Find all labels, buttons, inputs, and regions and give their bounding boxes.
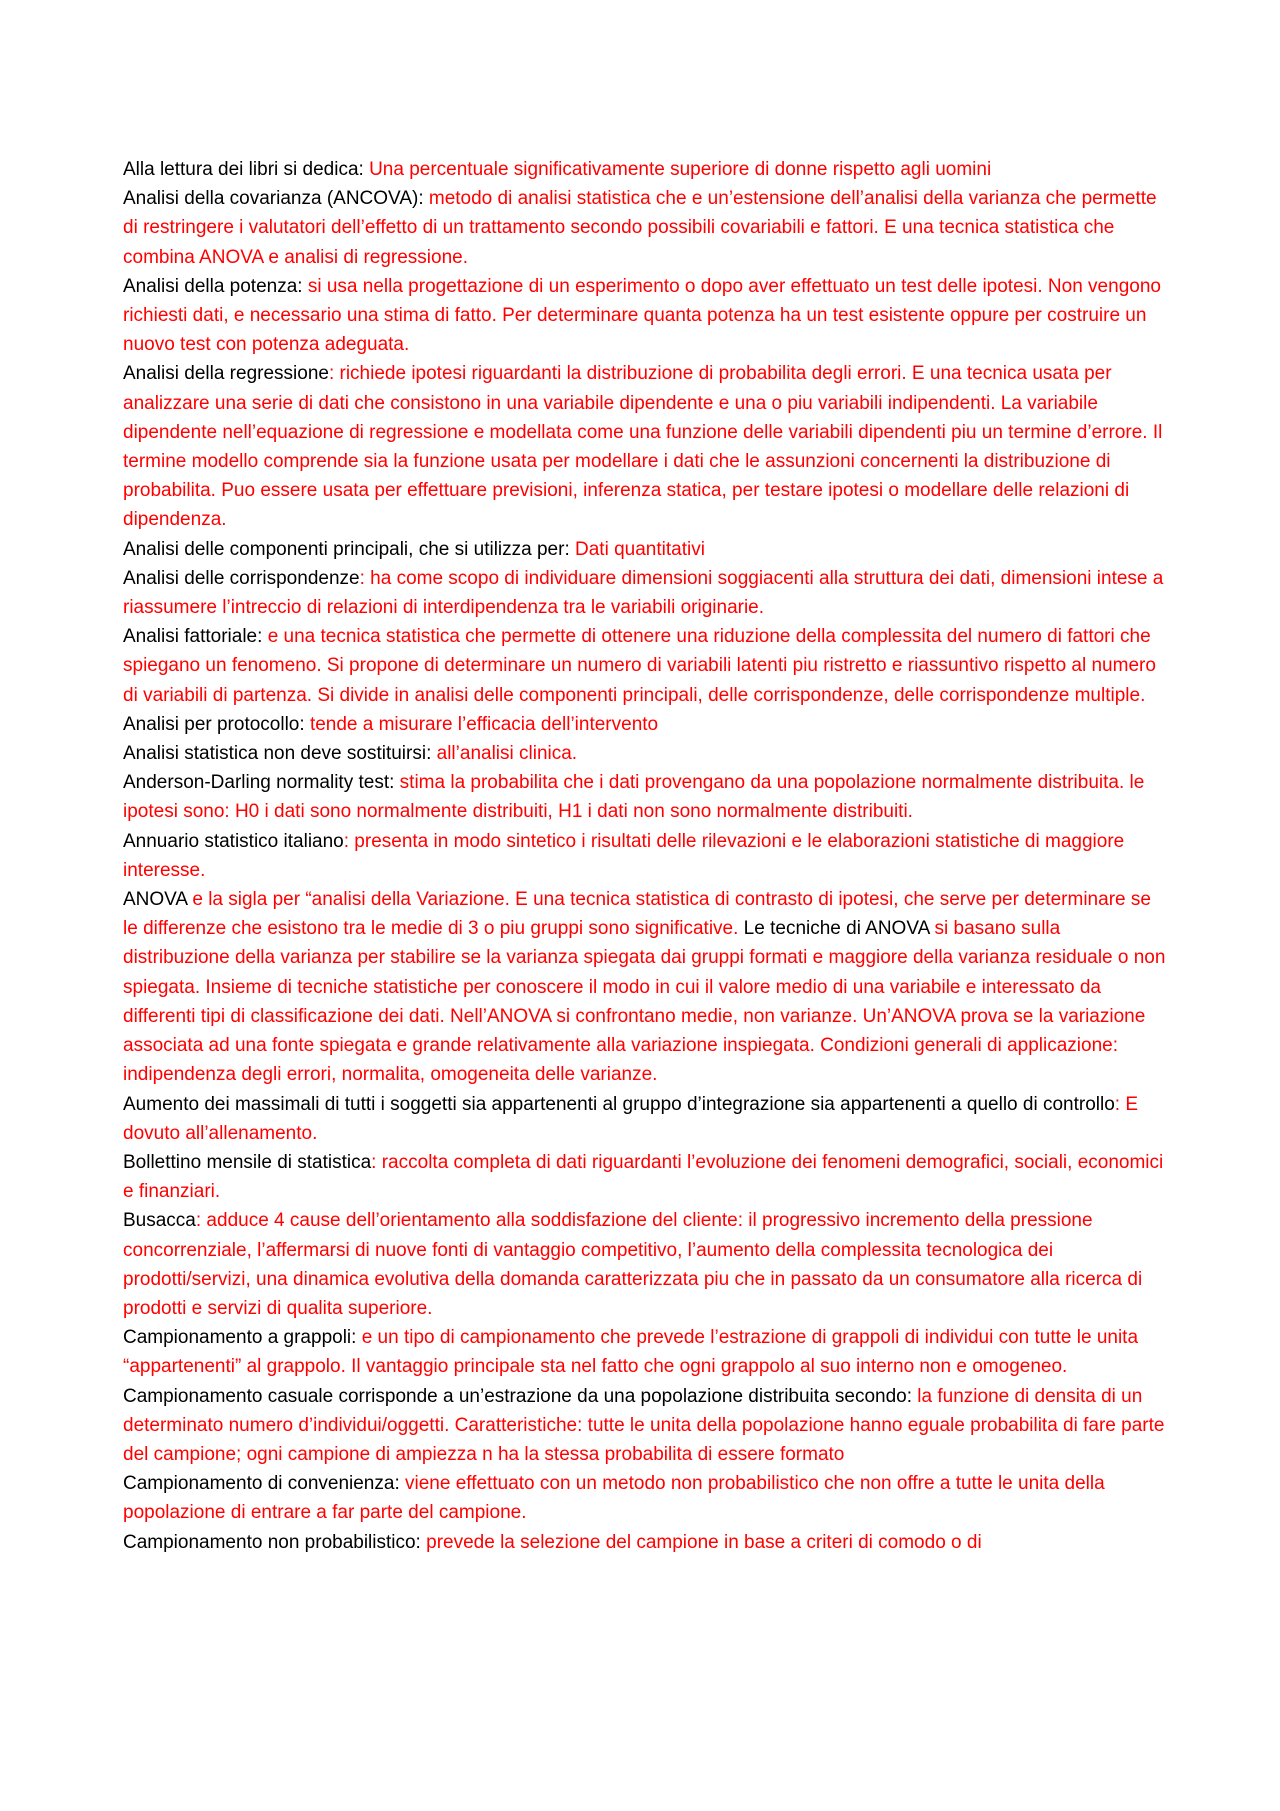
entry-term: Campionamento a grappoli: — [123, 1327, 362, 1349]
entry-definition: : E dovuto all’allenamento. — [123, 1093, 1139, 1144]
glossary-entry — [123, 827, 1168, 885]
entry-term: Analisi della covarianza (ANCOVA): — [123, 188, 429, 210]
entry-definition: e la sigla per “analisi della Variazione. E una tecnica statistica di contrasto di ipotesi, che serve per determinare se le differenze che esistono tra le medie di 3 o piu gruppi sono significative. — [123, 889, 1151, 940]
entry-definition: : presenta in modo sintetico i risultati delle rilevazioni e le elaborazioni statistiche di maggiore interesse. — [123, 830, 1125, 881]
entry-term: Analisi per protocollo: — [123, 713, 310, 735]
document-page — [123, 155, 1168, 1557]
entry-term: Annuario statistico italiano — [123, 830, 344, 852]
entry-term: Campionamento casuale corrisponde a un’estrazione da una popolazione distribuita secondo: — [123, 1385, 918, 1407]
entry-definition: prevede la selezione del campione in base a criteri di comodo o di — [426, 1531, 982, 1553]
glossary-entry — [123, 184, 1168, 272]
entry-definition: Dati quantitativi — [575, 538, 705, 560]
glossary-entry — [123, 739, 1168, 768]
entry-term: ANOVA — [123, 889, 193, 911]
entry-definition: tende a misurare l’efficacia dell’intervento — [309, 713, 659, 735]
entry-definition: metodo di analisi statistica che e un’estensione dell’analisi della varianza che permette di restringere i valutatori dell’effetto di un trattamento secondo possibili covariabili e fattori. E una tecnica statistica che combina ANOVA e analisi di regressione. — [123, 188, 1157, 268]
entry-definition: stima la probabilita che i dati provengano da una popolazione normalmente distribuita. le ipotesi sono: H0 i dati sono normalmente distribuiti, H1 i dati non sono normalmente distribuiti. — [123, 772, 1145, 823]
glossary-entry — [123, 1323, 1168, 1381]
entry-definition: si usa nella progettazione di un esperimento o dopo aver effettuato un test delle ipotesi. Non vengono richiesti dati, e necessario una stima di fatto. Per determinare quanta potenza ha un test esistente oppure per costruire un nuovo test con potenza adeguata. — [123, 275, 1161, 356]
entry-definition: viene effettuato con un metodo non probabilistico che non offre a tutte le unita della popolazione di entrare a far parte del campione. — [123, 1473, 1105, 1524]
glossary-entry — [123, 359, 1168, 534]
entry-term: Analisi della regressione — [123, 363, 329, 385]
glossary-entry — [123, 155, 1168, 184]
entry-definition: e un tipo di campionamento che prevede l’estrazione di grappoli di individui con tutte le unita “appartenenti” al grappolo. Il vantaggio principale sta nel fatto che ogni grappolo al suo interno non e omogeneo. — [123, 1327, 1139, 1378]
entry-term: Analisi statistica non deve sostituirsi: — [123, 743, 437, 765]
entry-term: Anderson-Darling normality test: — [123, 772, 400, 794]
entry-definition: : raccolta completa di dati riguardanti l’evoluzione dei fenomeni demografici, sociali, economici e finanziari. — [123, 1151, 1164, 1203]
entry-definition: all’analisi clinica. — [436, 743, 578, 765]
glossary-entry — [123, 1206, 1168, 1323]
entry-term: Alla lettura dei libri si dedica: — [123, 159, 370, 180]
glossary-entry — [123, 622, 1168, 710]
glossary-entry — [123, 1528, 1168, 1557]
entry-term: Analisi della potenza: — [123, 275, 308, 297]
glossary-entry — [123, 1382, 1168, 1470]
entry-term: Analisi fattoriale: — [123, 626, 268, 648]
entry-definition: : adduce 4 cause dell’orientamento alla soddisfazione del cliente: il progressivo incremento della pressione concorrenziale, l’affermarsi di nuove fonti di vantaggio competitivo, l’aumento della complessita tecnologica dei prodotti/servizi, una dinamica evolutiva della domanda caratterizzata piu che in passato da un consumatore alla ricerca di prodotti e servizi di qualita superiore. — [123, 1210, 1143, 1319]
entry-term: Bollettino mensile di statistica — [123, 1151, 372, 1173]
glossary-entry — [123, 564, 1168, 622]
glossary-entry — [123, 710, 1168, 739]
glossary-entry — [123, 1469, 1168, 1527]
entry-term: Aumento dei massimali di tutti i soggetti sia appartenenti al gruppo d’integrazione sia appartenenti a quello di controllo — [123, 1093, 1115, 1115]
entry-term: Le tecniche di ANOVA — [738, 918, 935, 940]
glossary-entry — [123, 1148, 1168, 1206]
glossary-entry — [123, 535, 1168, 564]
glossary-entry — [123, 1090, 1168, 1148]
entry-term: Campionamento non probabilistico: — [123, 1531, 427, 1553]
entry-term: Campionamento di convenienza: — [123, 1473, 406, 1495]
entry-definition: : ha come scopo di individuare dimensioni soggiacenti alla struttura dei dati, dimensioni intese a riassumere l’intreccio di relazioni di interdipendenza tra le variabili originarie. — [123, 567, 1164, 619]
entry-definition: e una tecnica statistica che permette di ottenere una riduzione della complessita del numero di fattori che spiegano un fenomeno. Si propone di determinare un numero di variabili latenti piu ristretto e riassuntivo rispetto al numero di variabili di partenza. Si divide in analisi delle componenti principali, delle corrispondenze, delle corrispondenze multiple. — [123, 626, 1156, 706]
entry-term: Analisi delle corrispondenze — [123, 567, 360, 589]
entry-definition: : richiede ipotesi riguardanti la distribuzione di probabilita degli errori. E una tecnica usata per analizzare una serie di dati che consistono in una variabile dipendente e una o piu variabili indipendenti. La variabile dipendente nell’equazione di regressione e modellata come una funzione delle variabili dipendenti piu un termine d’errore. Il termine modello comprende sia la funzione usata per modellare i dati che le assunzioni concernenti la distribuzione di probabilita. Puo essere usata per effettuare previsioni, inferenza statica, per testare ipotesi o modellare delle relazioni di dipendenza. — [123, 363, 1163, 531]
entry-definition: la funzione di densita di un determinato numero d’individui/oggetti. Caratteristiche: tutte le unita della popolazione hanno eguale probabilita di fare parte del campione; ogni campione di ampiezza n ha la stessa probabilita di essere formato — [123, 1385, 1165, 1465]
glossary-entry — [123, 272, 1168, 360]
entry-definition: Una percentuale significativamente superiore di donne rispetto agli uomini — [369, 159, 992, 180]
entry-term: Busacca — [123, 1210, 196, 1232]
entry-definition: si basano sulla distribuzione della varianza per stabilire se la varianza spiegata dai gruppi formati e maggiore della varianza residuale o non spiegata. Insieme di tecniche statistiche per conoscere il modo in cui il valore medio di una variabile e interessato da differenti tipi di classificazione dei dati. Nell’ANOVA si confrontano medie, non varianze. Un’ANOVA prova se la variazione associata ad una fonte spiegata e grande relativamente alla variazione inspiegata. Condizioni generali di applicazione: indipendenza degli errori, normalita, omogeneita delle varianze. — [123, 918, 1166, 1086]
glossary-entry-anova — [123, 885, 1168, 1089]
glossary-entry — [123, 768, 1168, 826]
entry-term: Analisi delle componenti principali, che si utilizza per: — [123, 538, 576, 560]
